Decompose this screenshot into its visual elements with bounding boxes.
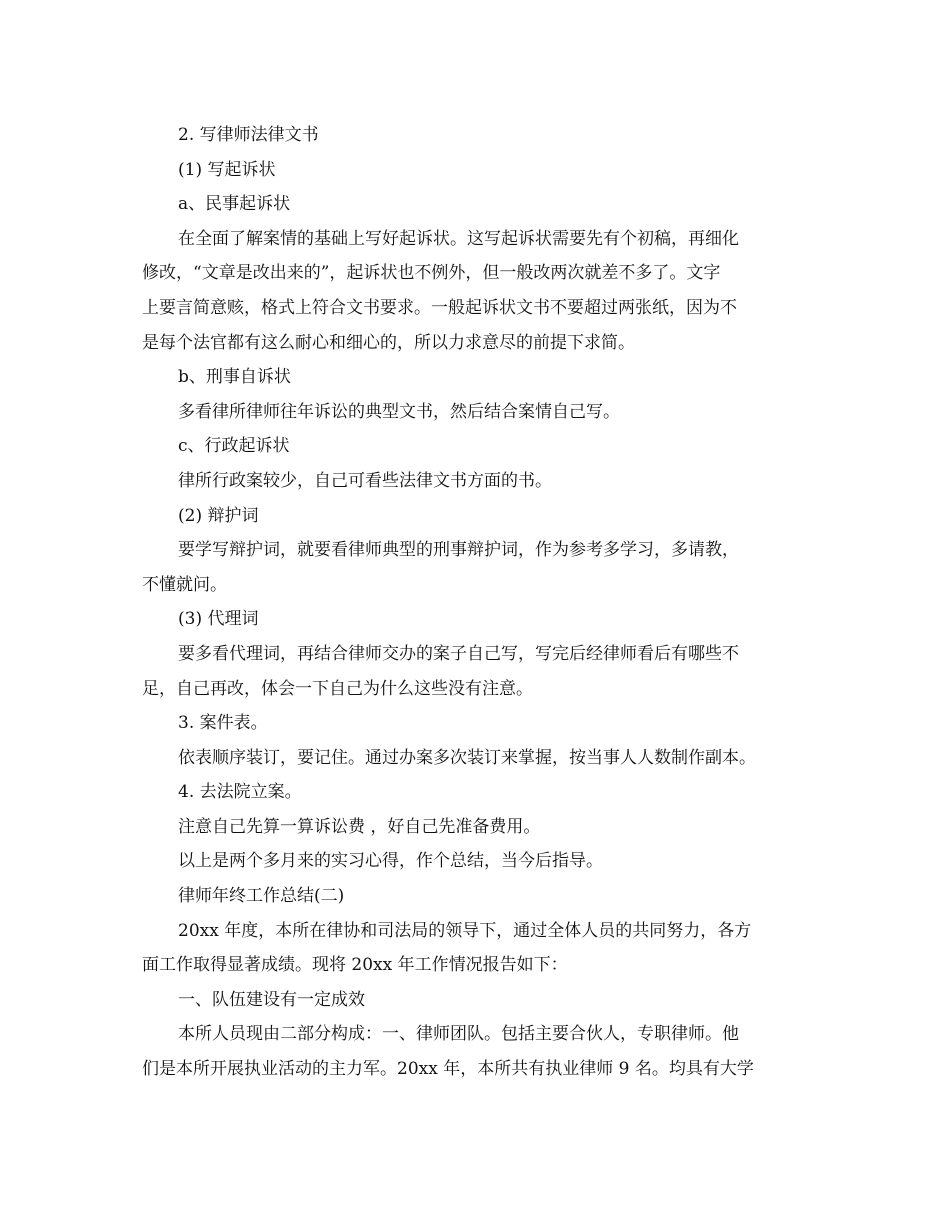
paragraph-line: 上要言简意赅，格式上符合文书要求。一般起诉状文书不要超过两张纸，因为不 xyxy=(142,297,737,318)
paragraph-line: 注意自己先算一算诉讼费 ，好自己先准备费用。 xyxy=(178,816,541,837)
paragraph-line: 是每个法官都有这么耐心和细心的，所以力求意尽的前提下求简。 xyxy=(142,332,635,353)
document-body xyxy=(142,118,807,1087)
paragraph-line: (1) 写起诉状 xyxy=(178,159,276,180)
paragraph-line: (3) 代理词 xyxy=(178,609,259,630)
paragraph-line: 3. 案件表。 xyxy=(178,713,268,734)
paragraph-line: 要多看代理词，再结合律师交办的案子自己写，写完后经律师看后有哪些不 xyxy=(178,643,739,664)
paragraph-line: 在全面了解案情的基础上写好起诉状。这写起诉状需要先有个初稿，再细化 xyxy=(178,228,739,249)
paragraph-line: 2. 写律师法律文书 xyxy=(178,125,319,145)
paragraph-line: 依表顺序装订，要记住。通过办案多次装订来掌握，按当事人人数制作副本。 xyxy=(178,747,756,768)
paragraph-line: 要学写辩护词，就要看律师典型的刑事辩护词，作为参考多学习，多请教， xyxy=(178,540,739,561)
paragraph-line: b、刑事自诉状 xyxy=(178,367,291,388)
paragraph-line: c、行政起诉状 xyxy=(178,436,290,457)
paragraph-line: 们是本所开展执业活动的主力军。20xx 年，本所共有执业律师 9 名。均具有大学 xyxy=(142,1059,754,1080)
paragraph-line: 不懂就问。 xyxy=(142,574,227,595)
paragraph-line: 多看律所律师往年诉讼的典型文书，然后结合案情自己写。 xyxy=(178,401,620,422)
paragraph-line: (2) 辩护词 xyxy=(178,505,259,526)
paragraph-line: 面工作取得显著成绩。现将 20xx 年工作情况报告如下： xyxy=(142,955,568,976)
paragraph-line: 修改，“文章是改出来的”，起诉状也不例外，但一般改两次就差不多了。文字 xyxy=(142,263,721,284)
paragraph-line: 本所人员现由二部分构成：一、律师团队。包括主要合伙人，专职律师。他 xyxy=(178,1024,739,1045)
paragraph-line: 一、队伍建设有一定成效 xyxy=(178,989,365,1010)
paragraph-line: 4. 去法院立案。 xyxy=(178,782,302,803)
paragraph-line: 律所行政案较少，自己可看些法律文书方面的书。 xyxy=(178,470,552,491)
paragraph-line: 以上是两个多月来的实习心得，作个总结，当今后指导。 xyxy=(178,851,603,872)
paragraph-line: 20xx 年度，本所在律协和司法局的领导下，通过全体人员的共同努力，各方 xyxy=(178,920,752,941)
paragraph-line: 足，自己再改，体会一下自己为什么这些没有注意。 xyxy=(142,678,533,699)
paragraph-line: a、民事起诉状 xyxy=(178,194,291,215)
paragraph-line: 律师年终工作总结(二) xyxy=(178,886,345,907)
